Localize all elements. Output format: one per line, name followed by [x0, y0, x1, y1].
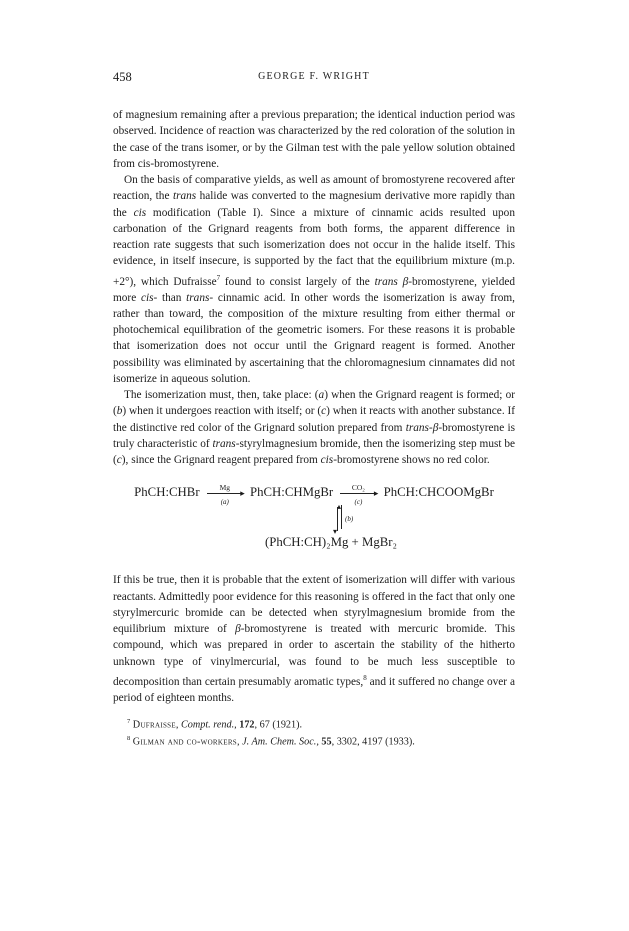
footnote-journal: , Compt. rend., — [175, 719, 240, 731]
text-run: On the basis of comparative yields, as well as amount of bromostyrene recovered after reaction, the — [113, 174, 515, 203]
reaction-scheme — [113, 472, 515, 572]
text-run: found to consist largely of the — [220, 275, 375, 288]
footnote-7 — [113, 715, 515, 732]
footnotes — [113, 715, 515, 750]
intermediate-formula: PhCH:CHMgBr — [250, 485, 334, 500]
italic-term: cis — [133, 206, 147, 219]
text-run: ) when it undergoes reaction with itself; or ( — [122, 405, 322, 418]
italic-term: cis — [140, 291, 154, 304]
scheme-main-row — [113, 483, 515, 507]
arrow-label-c: (c) — [354, 498, 363, 507]
footnote-number: 8 — [127, 735, 131, 743]
arrow-head-icon: ▸ — [240, 487, 245, 498]
text-run: ), since the Grignard reagent prepared from — [121, 454, 321, 467]
footnote-ref-7[interactable]: 7 — [216, 273, 221, 282]
footnote-ref-8[interactable]: 8 — [363, 673, 367, 682]
text-run: -styrylmagnesium bromide, then the isomerizing step must be ( — [113, 437, 516, 467]
text-run: ) when the Grignard reagent is formed; or ( — [113, 389, 515, 418]
side-product-formula: (PhCH:CH)₂Mg + MgBr₂ — [264, 535, 398, 550]
italic-term: trans — [172, 190, 197, 203]
running-author: GEORGE F. WRIGHT — [258, 71, 370, 82]
italic-term: trans-β — [405, 421, 439, 434]
text-run: If this be true, then it is probable that the extent of isomerization will differ with various reactants. Admittedly poor evidence for this reasoning is offered in the fact that only one styrylmercuric bromide can be detected when styrylmagnesium bromide from the equilibrium mixture of — [113, 574, 515, 636]
italic-term: trans — [186, 291, 210, 304]
page — [113, 70, 515, 750]
arrow-head-icon: ▸ — [373, 487, 379, 498]
text-run: -bromostyrene shows no red color. — [333, 454, 490, 467]
reactant-formula: PhCH:CHBr — [134, 485, 200, 500]
text-run: -bromostyrene is truly characteristic of — [113, 421, 515, 450]
reaction-arrow-a — [205, 483, 245, 507]
paragraph-2 — [113, 172, 515, 387]
reaction-arrow-c — [338, 483, 379, 507]
body-text — [113, 107, 515, 706]
text-run: The isomerization must, then, take place: ( — [124, 389, 319, 402]
text-run: modification (Table I). Since a mixture of cinnamic acids resulted upon carbonation of the Grignard reagents from both forms, the apparent difference in reaction rate suggests that such isomerization does not occur in the halide itself. This evidence, in itself insecure, is supported by the fact that the equilibrium mixture (m.p. +2°), which Dufraisse — [113, 206, 515, 288]
paragraph-4 — [113, 572, 515, 706]
text-run: ) when it reacts with another substance. If the distinctive red color of the Grignard solution prepared from — [113, 405, 515, 434]
italic-term: c — [321, 405, 327, 418]
arrow-line-up — [341, 505, 342, 529]
text-run: - cinnamic acid. In other words the isomerization is away from, rather than toward, the composition of the mixture resulting from either thermal or photochemical equilibration of the geometric isomers. For these reasons it is probable that isomerization does not occur until the Grignard reagent is formed. Another possibility was eliminated by ascertaining that the chloromagnesium cinnamates did not isomerize in aqueous solution. — [113, 291, 515, 385]
footnote-journal: , J. Am. Chem. Soc., — [237, 736, 322, 748]
italic-term: trans — [212, 437, 236, 450]
footnote-8 — [113, 732, 515, 749]
italic-term: cis — [320, 454, 334, 467]
page-number: 458 — [113, 70, 132, 84]
text-run: halide was converted to the magnesium derivative more rapidly than the — [113, 190, 515, 219]
paragraph-3 — [113, 387, 515, 468]
footnote-pages: , 3302, 4197 (1933). — [331, 736, 415, 748]
footnote-pages: , 67 (1921). — [254, 719, 303, 731]
arrow-reagent-mg: Mg — [219, 483, 230, 493]
italic-term: β — [235, 623, 241, 636]
arrow-label-a: (a) — [220, 498, 229, 507]
product-formula: PhCH:CHCOOMgBr — [383, 485, 494, 500]
arrow-down-head-icon: ▾ — [333, 527, 338, 537]
footnote-volume: 172 — [239, 719, 255, 731]
footnote-number: 7 — [127, 718, 131, 726]
text-run: - than — [153, 291, 187, 304]
arrow-reagent-co2: CO₂ — [351, 483, 365, 493]
paragraph-1: of magnesium remaining after a previous preparation; the identical induction period was observed. Incidence of reaction was characterized by the red coloration of the solution in the case of the trans isomer, or by the Gilman test with the pale yellow solution obtained from cis-bromostyrene. — [113, 109, 515, 170]
arrow-up-head-icon: ▴ — [337, 502, 342, 512]
text-run: -bromostyrene is treated with mercuric bromide. This compound, which was prepared in order to ascertain the stability of the hitherto unknown type of vinylmercurial, was found to be much less susceptible to decomposition than certain presumably aromatic types, — [113, 623, 516, 688]
italic-term: trans β — [374, 275, 409, 288]
footnote-authors: Gilman and co-workers — [132, 736, 237, 748]
footnote-authors: Dufraisse — [132, 719, 176, 731]
italic-term: b — [116, 405, 123, 418]
arrow-label-b: (b) — [345, 515, 354, 524]
footnote-volume: 55 — [321, 736, 332, 748]
italic-term: a — [318, 389, 325, 402]
arrow-line-down — [337, 507, 338, 531]
text-run: and it suffered no change over a period of eighteen months. — [113, 675, 515, 704]
italic-term: c — [116, 454, 122, 467]
text-run: -bromostyrene, yielded more — [113, 275, 515, 304]
equilibrium-arrow-b — [331, 502, 355, 537]
running-header — [113, 70, 515, 88]
